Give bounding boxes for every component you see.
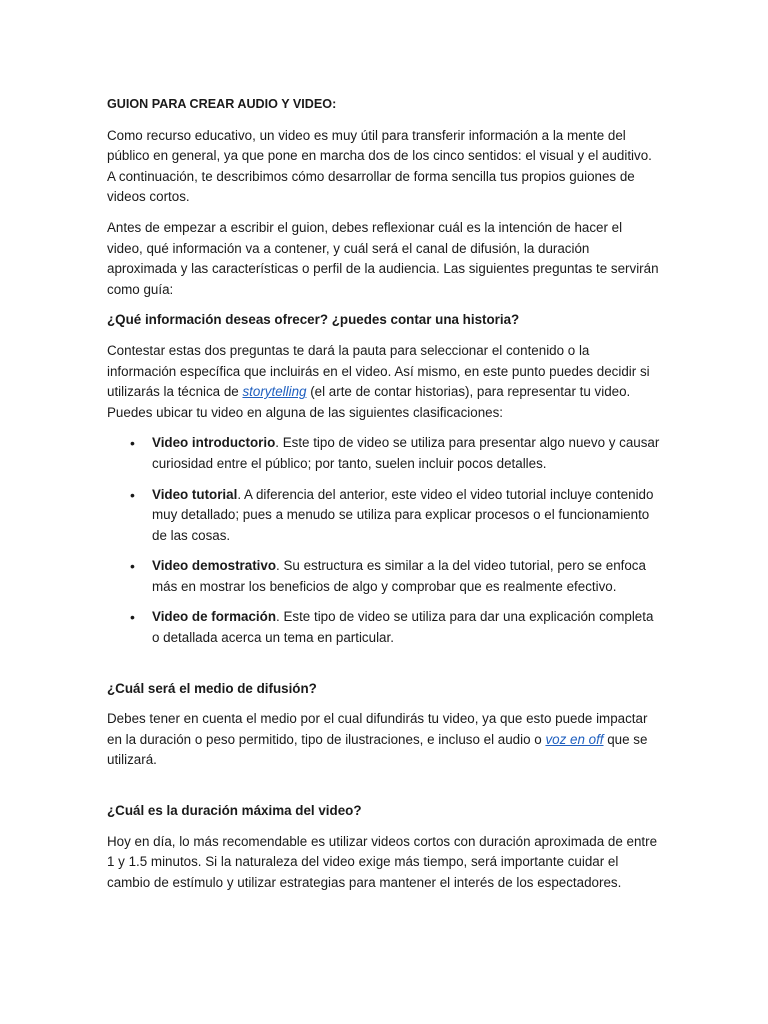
video-type-description: . Su estructura es similar a la del video tutorial, pero se enfoca más en mostrar los beneficios de algo y comprobar que es realmente efectivo.: [152, 558, 646, 594]
video-type-description: . A diferencia del anterior, este video el video tutorial incluye contenido muy detallado; pues a menudo se utiliza para explicar procesos o el funcionamiento de las cosas.: [152, 486, 654, 543]
medium-paragraph: [107, 709, 660, 771]
content-text-before-link: Contestar estas dos preguntas te dará la pauta para seleccionar el contenido o la información específica que incluirás en el video. Así mismo, en este punto puedes decidir si utilizarás la técnica de: [107, 342, 650, 400]
section-heading-content: ¿Qué información deseas ofrecer? ¿puedes contar una historia?: [107, 312, 520, 328]
intro-paragraph-1: Como recurso educativo, un video es muy útil para transferir información a la mente del público en general, ya que pone en marcha dos de los cinco sentidos: el visual y el auditivo. A continuación, te describimos cómo desarrollar de forma sencilla tus propios guiones de videos cortos.: [107, 127, 652, 205]
bullet-icon: •: [130, 435, 135, 452]
video-type-term: Video introductorio: [152, 435, 276, 451]
video-types-list: [107, 433, 660, 648]
list-item: [130, 607, 660, 648]
intro-paragraph-2: Antes de empezar a escribir el guion, debes reflexionar cuál es la intención de hacer el video, qué información va a contener, y cuál será el canal de difusión, la duración aproximada y las características o perfil de la audiencia. Las siguientes preguntas te servirán como guía:: [107, 219, 659, 297]
section-heading-medium: ¿Cuál será el medio de difusión?: [107, 680, 317, 696]
bullet-icon: •: [130, 486, 135, 503]
duration-paragraph: Hoy en día, lo más recomendable es utilizar videos cortos con duración aproximada de entre 1 y 1.5 minutos. Si la naturaleza del video exige más tiempo, será importante cuidar el cambio de estímulo y utilizar estrategias para mantener el interés de los espectadores.: [107, 833, 658, 890]
list-item: [130, 556, 660, 597]
document-title: GUION PARA CREAR AUDIO Y VIDEO:: [107, 97, 337, 111]
list-item: [130, 485, 660, 547]
bullet-icon: •: [130, 609, 135, 626]
medium-text-after-link: que se utilizará.: [107, 731, 648, 768]
video-type-term: Video demostrativo: [152, 558, 277, 574]
medium-text-before-link: Debes tener en cuenta el medio por el cual difundirás tu video, ya que esto puede impactar en la duración o peso permitido, tipo de ilustraciones, e incluso el audio o: [107, 711, 648, 747]
list-item: [130, 433, 660, 474]
content-paragraph: [107, 341, 660, 423]
voz-en-off-link[interactable]: voz en off: [545, 731, 604, 747]
video-type-term: Video de formación: [152, 609, 277, 625]
storytelling-link[interactable]: storytelling: [242, 384, 307, 400]
video-type-description: . Este tipo de video se utiliza para presentar algo nuevo y causar curiosidad entre el público; por tanto, suelen incluir pocos detalles.: [152, 435, 660, 471]
content-text-after-link: (el arte de contar historias), para representar tu video. Puedes ubicar tu video en alguna de las siguientes clasificaciones:: [107, 384, 631, 420]
bullet-icon: •: [130, 558, 135, 575]
video-type-term: Video tutorial: [152, 486, 238, 502]
video-type-description: . Este tipo de video se utiliza para dar una explicación completa o detallada acerca un tema en particular.: [152, 609, 654, 646]
section-heading-duration: ¿Cuál es la duración máxima del video?: [107, 803, 362, 819]
